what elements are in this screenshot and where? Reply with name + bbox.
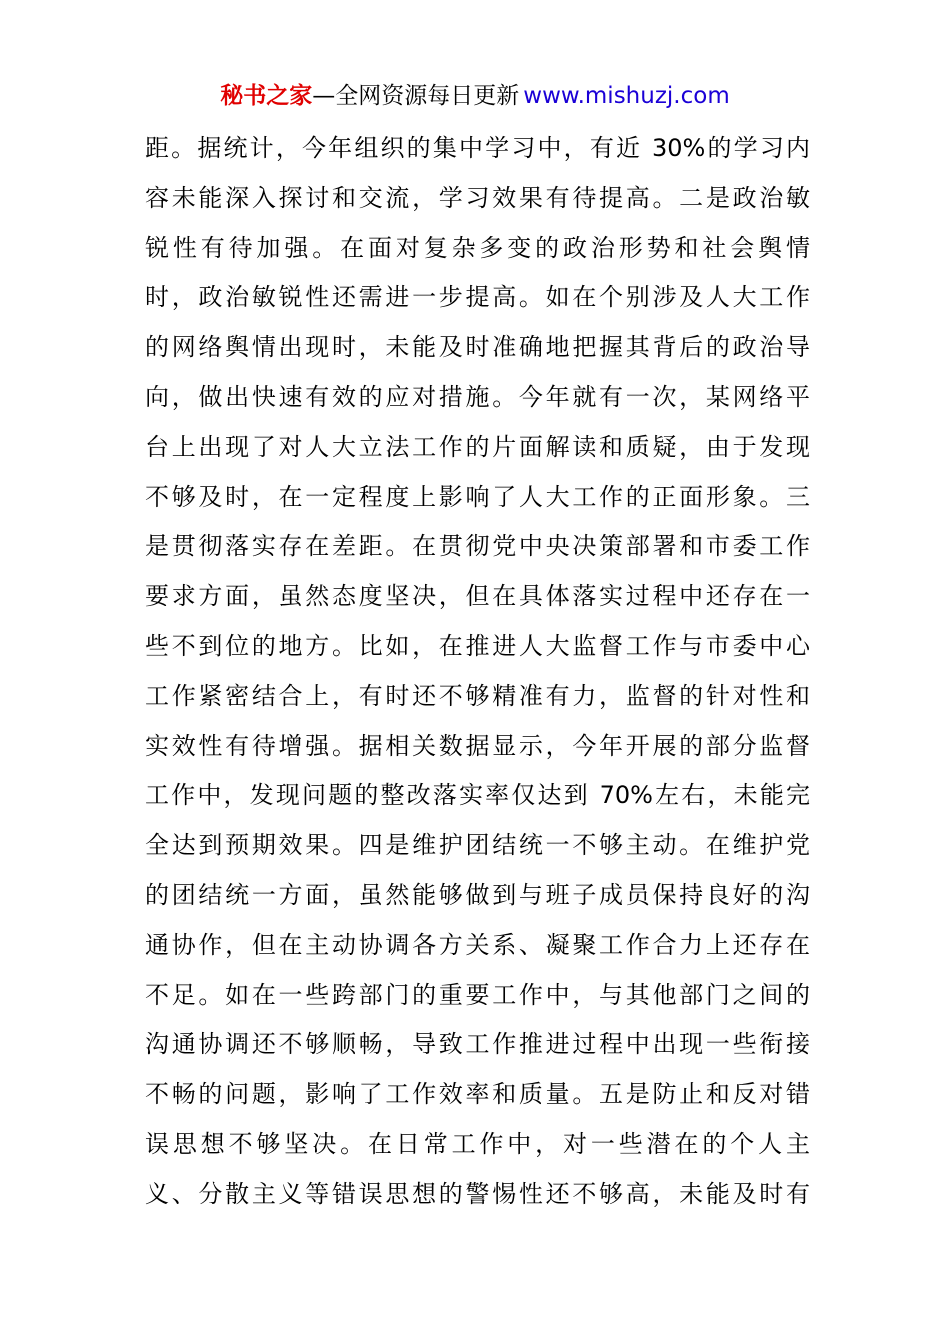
- text-line: 要求方面，虽然态度坚决，但在具体落实过程中还存在一: [145, 582, 810, 611]
- text-line: 不够及时，在一定程度上影响了人大工作的正面形象。三: [145, 482, 810, 511]
- text-line: 工作紧密结合上，有时还不够精准有力，监督的针对性和: [145, 681, 810, 710]
- brand-name: 秘书之家: [220, 83, 313, 109]
- text-line: 容未能深入探讨和交流，学习效果有待提高。二是政治敏: [145, 183, 810, 212]
- header-tagline: —全网资源每日更新: [312, 83, 520, 109]
- text-line: 台上出现了对人大立法工作的片面解读和质疑，由于发现: [145, 432, 810, 461]
- text-line: 锐性有待加强。在面对复杂多变的政治形势和社会舆情: [145, 233, 810, 262]
- text-line: 时，政治敏锐性还需进一步提高。如在个别涉及人大工作: [145, 283, 810, 312]
- text-line: 不足。如在一些跨部门的重要工作中，与其他部门之间的: [145, 980, 810, 1009]
- text-line: 全达到预期效果。四是维护团结统一不够主动。在维护党: [145, 831, 810, 860]
- text-line: 通协作，但在主动协调各方关系、凝聚工作合力上还存在: [145, 930, 810, 959]
- text-line: 义、分散主义等错误思想的警惕性还不够高，未能及时有: [145, 1179, 810, 1208]
- text-line: 的网络舆情出现时，未能及时准确地把握其背后的政治导: [145, 333, 810, 362]
- text-line: 向，做出快速有效的应对措施。今年就有一次，某网络平: [145, 382, 810, 411]
- text-line: 的团结统一方面，虽然能够做到与班子成员保持良好的沟: [145, 880, 810, 909]
- text-line: 不畅的问题，影响了工作效率和质量。五是防止和反对错: [145, 1080, 810, 1109]
- site-url-link[interactable]: www.mishuzj.com: [523, 83, 730, 109]
- text-line: 距。据统计，今年组织的集中学习中，有近 30%的学习内: [145, 134, 810, 162]
- text-line: 实效性有待增强。据相关数据显示，今年开展的部分监督: [145, 731, 810, 760]
- text-line: 是贯彻落实存在差距。在贯彻党中央决策部署和市委工作: [145, 532, 810, 561]
- text-line: 误思想不够坚决。在日常工作中，对一些潜在的个人主: [145, 1129, 810, 1158]
- document-body: [145, 124, 810, 1220]
- text-line: 沟通协调还不够顺畅，导致工作推进过程中出现一些衔接: [145, 1030, 810, 1059]
- text-line: 些不到位的地方。比如，在推进人大监督工作与市委中心: [145, 631, 810, 660]
- text-line: 工作中，发现问题的整改落实率仅达到 70%左右，未能完: [145, 781, 810, 810]
- site-header: [0, 80, 950, 112]
